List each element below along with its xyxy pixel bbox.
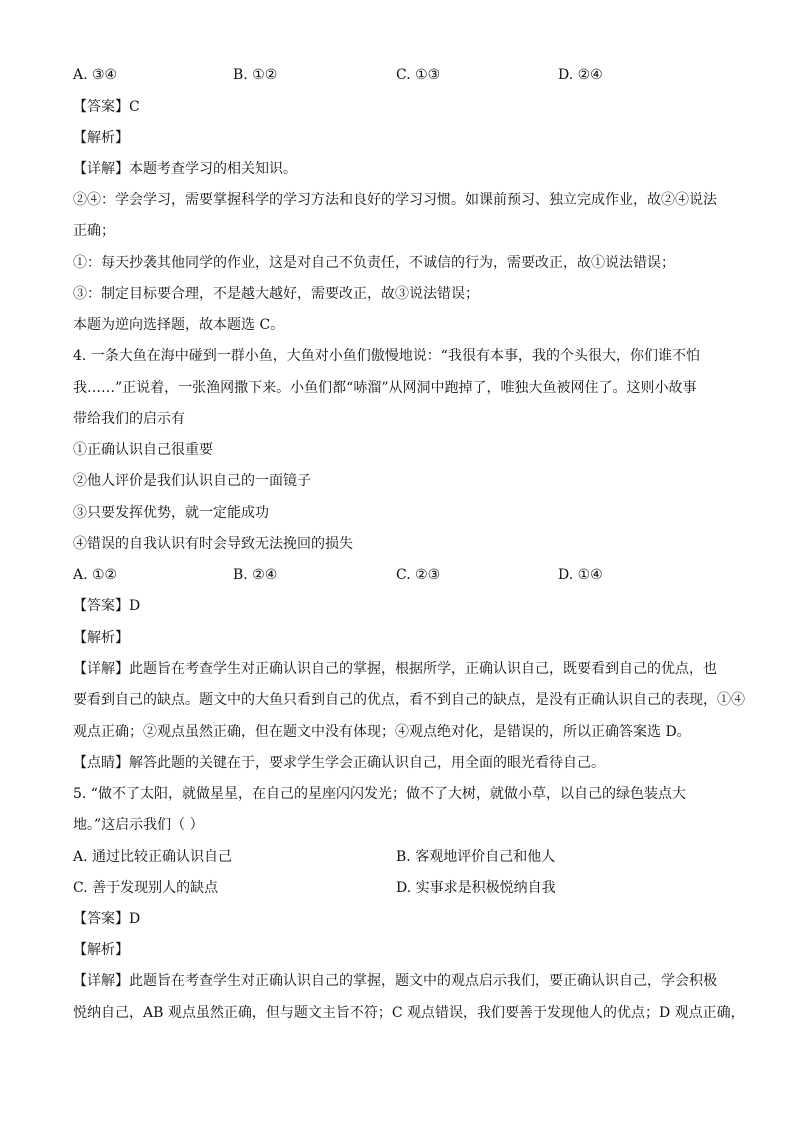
q4-answer: 【答案】D (73, 598, 141, 614)
q5-option-c: C. 善于发现别人的缺点 (73, 880, 219, 896)
q4-option-b: B. ②④ (233, 567, 278, 583)
q3-detail: 【详解】本题考查学习的相关知识。 (73, 161, 297, 177)
q3-detail-line-4: ③：制定目标要合理，不是越大越好，需要改正，故③说法错误； (73, 286, 479, 302)
q4-detail-line-3: 观点正确；②观点虽然正确，但在题文中没有体现；④观点绝对化，是错误的，所以正确答案选 D。 (73, 724, 691, 740)
q3-analysis-label: 【解析】 (73, 130, 129, 146)
q4-option-c: C. ②③ (396, 567, 441, 583)
q5-option-b: B. 客观地评价自己和他人 (396, 849, 556, 865)
q4-statement-4: ④错误的自我认识有时会导致无法挽回的损失 (73, 536, 353, 552)
q3-detail-line-5: 本题为逆向选择题，故本题选 C。 (73, 317, 285, 333)
q4-option-a: A. ①② (73, 567, 118, 583)
q4-statement-1: ①正确认识自己很重要 (73, 442, 213, 458)
q4-analysis-label: 【解析】 (73, 630, 129, 646)
q3-detail-line-1: ②④：学会学习，需要掌握科学的学习方法和良好的学习习惯。如课前预习、独立完成作业，故②④说法 (73, 192, 717, 208)
q4-statement-3: ③只要发挥优势，就一定能成功 (73, 505, 269, 521)
q4-detail-line-1: 【详解】此题旨在考查学生对正确认识自己的掌握，根据所学，正确认识自己，既要看到自己的优点，也 (73, 661, 717, 677)
q4-stem-line-1: 4. 一条大鱼在海中碰到一群小鱼，大鱼对小鱼们傲慢地说：“我很有本事，我的个头很大，你们谁不怕 (73, 348, 700, 364)
q5-analysis-label: 【解析】 (73, 942, 129, 958)
q4-statement-2: ②他人评价是我们认识自己的一面镜子 (73, 473, 311, 489)
q3-detail-line-3: ①：每天抄袭其他同学的作业，这是对自己不负责任，不诚信的行为，需要改正，故①说法错误； (73, 255, 675, 271)
q5-answer: 【答案】D (73, 911, 141, 927)
q4-option-d: D. ①④ (558, 567, 603, 583)
q3-option-b: B. ①② (233, 67, 278, 83)
q4-tip: 【点睛】解答此题的关键在于，要求学生学会正确认识自己，用全面的眼光看待自己。 (73, 755, 605, 771)
q5-stem-line-2: 地。”这启示我们（ ） (73, 817, 204, 833)
q3-option-d: D. ②④ (558, 67, 603, 83)
q4-stem-line-2: 我……”正说着，一张渔网撒下来。小鱼们都“哧溜”从网洞中跑掉了，唯独大鱼被网住了。这则小故事 (73, 380, 697, 396)
q5-option-d: D. 实事求是积极悦纳自我 (396, 880, 556, 896)
q5-stem-line-1: 5. “做不了太阳，就做星星，在自己的星座闪闪发光；做不了大树，就做小草，以自己的绿色装点大 (73, 786, 686, 802)
q5-detail-line-2: 悦纳自己，AB 观点虽然正确，但与题文主旨不符；C 观点错误，我们要善于发现他人的优点；D 观点正确， (73, 1005, 745, 1021)
q3-detail-line-2: 正确； (73, 223, 115, 239)
q5-option-a: A. 通过比较正确认识自己 (73, 849, 233, 865)
q3-answer: 【答案】C (73, 99, 140, 115)
q4-stem-line-3: 带给我们的启示有 (73, 411, 185, 427)
q5-detail-line-1: 【详解】此题旨在考查学生对正确认识自己的掌握，题文中的观点启示我们，要正确认识自己，学会积极 (73, 973, 717, 989)
q3-option-c: C. ①③ (396, 67, 441, 83)
q3-option-a: A. ③④ (73, 67, 118, 83)
q4-detail-line-2: 要看到自己的缺点。题文中的大鱼只看到自己的优点，看不到自己的缺点，是没有正确认识自己的表现，①④ (73, 692, 745, 708)
